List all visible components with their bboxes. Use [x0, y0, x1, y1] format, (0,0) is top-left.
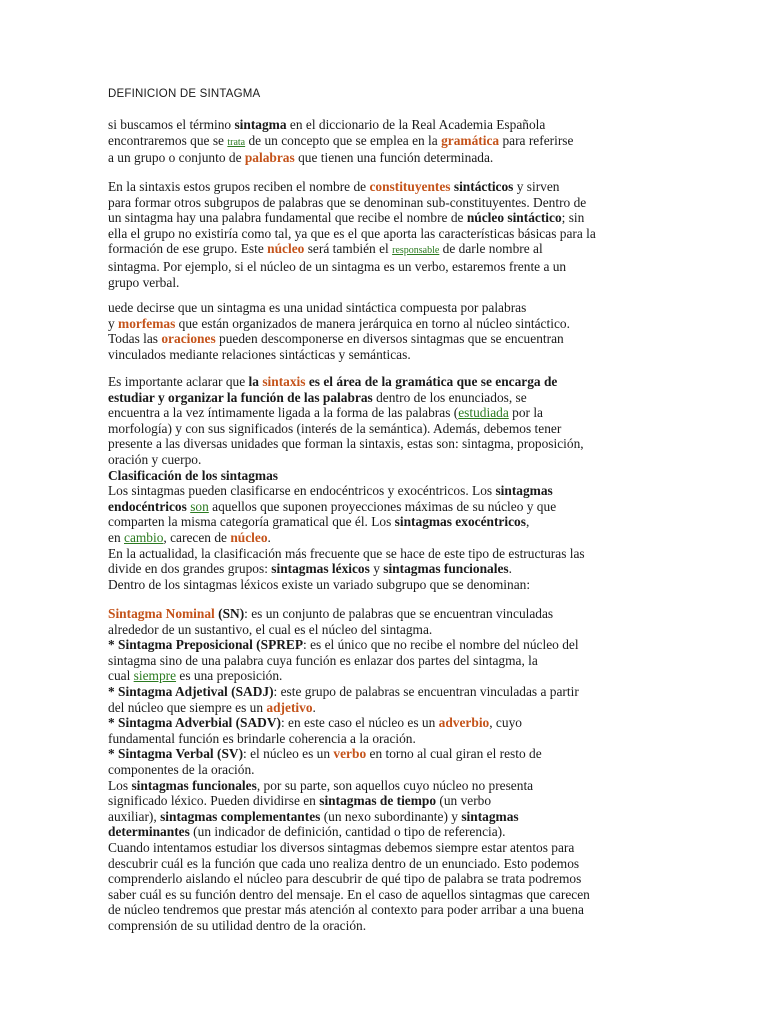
- paragraph-intro: [108, 117, 648, 166]
- link-responsable[interactable]: responsable: [392, 245, 440, 257]
- text-line: ella el grupo no existiría como tal, ya que es el que aporta las características básicas para la: [108, 225, 596, 241]
- link-cambio[interactable]: cambio: [124, 529, 164, 545]
- text-line: comprensión de su utilidad dentro de la oración.: [108, 917, 367, 933]
- text-line: descubrir cuál es la función que cada uno realiza dentro de un enunciado. Esto podemos: [108, 855, 580, 871]
- text-line: de núcleo tendremos que prestar más atención al contexto para poder arribar a una buena: [108, 902, 584, 918]
- text-line: divide en dos grandes grupos: sintagmas léxicos y sintagmas funcionales.: [108, 561, 512, 577]
- text-line: * Sintagma Adverbial (SADV): en este caso el núcleo es un adverbio, cuyo: [108, 715, 522, 731]
- text-line: presente a las diversas unidades que forman la sintaxis, estas son: sintagma, proposición,: [108, 436, 584, 452]
- text-line: componentes de la oración.: [108, 761, 255, 777]
- text-line: comprenderlo aislando el núcleo para descubrir de qué tipo de palabra se trata podremos: [108, 871, 582, 887]
- text-line: si buscamos el término sintagma en el diccionario de la Real Academia Española: [108, 117, 546, 132]
- paragraph-sintaxis: [108, 374, 648, 592]
- text-line: * Sintagma Adjetival (SADJ): este grupo de palabras se encuentran vinculadas a partir: [108, 683, 579, 699]
- text-line: significado léxico. Pueden dividirse en sintagmas de tiempo (un verbo: [108, 793, 492, 809]
- text-line: alrededor de un sustantivo, el cual es el núcleo del sintagma.: [108, 621, 433, 637]
- link-siempre[interactable]: siempre: [133, 668, 177, 684]
- text-line: En la sintaxis estos grupos reciben el nombre de constituyentes sintácticos y sirven: [108, 179, 560, 194]
- text-line: Cuando intentamos estudiar los diversos sintagmas debemos siempre estar atentos para: [108, 839, 575, 855]
- text-line: oración y cuerpo.: [108, 451, 202, 467]
- text-line: formación de ese grupo. Este núcleo será también el responsable de darle nombre al: [108, 241, 543, 257]
- text-line: para formar otros subgrupos de palabras que se denominan sub-constituyentes. Dentro de: [108, 194, 587, 210]
- link-estudiada[interactable]: estudiada: [458, 405, 509, 421]
- text-line: Los sintagmas funcionales, por su parte, son aquellos cuyo núcleo no presenta: [108, 777, 534, 793]
- text-line: auxiliar), sintagmas complementantes (un nexo subordinante) y sintagmas: [108, 808, 519, 824]
- text-line: fundamental función es brindarle coherencia a la oración.: [108, 730, 416, 746]
- paragraph-tipos: [108, 606, 648, 933]
- section-heading: Clasificación de los sintagmas: [108, 467, 278, 483]
- paragraph-unidad: [108, 300, 648, 362]
- text-line: endocéntricos son aquellos que suponen proyecciones máximas de su núcleo y que: [108, 498, 557, 514]
- text-line: en cambio, carecen de núcleo.: [108, 529, 271, 545]
- text-line: del núcleo que siempre es un adjetivo.: [108, 699, 316, 715]
- text-line: grupo verbal.: [108, 274, 180, 290]
- text-line: * Sintagma Preposicional (SPREP: es el único que no recibe el nombre del núcleo del: [108, 637, 579, 653]
- text-line: Los sintagmas pueden clasificarse en endocéntricos y exocéntricos. Los sintagmas: [108, 483, 553, 499]
- document-title: DEFINICION DE SINTAGMA: [108, 88, 261, 100]
- text-line: encuentra a la vez íntimamente ligada a la forma de las palabras (estudiada por la: [108, 405, 544, 421]
- link-son[interactable]: son: [190, 498, 209, 514]
- text-line: Dentro de los sintagmas léxicos existe un variado subgrupo que se denominan:: [108, 576, 531, 592]
- text-line: y morfemas que están organizados de manera jerárquica en torno al núcleo sintáctico.: [108, 315, 570, 331]
- text-line: encontraremos que se trata de un concepto que se emplea en la gramática para referirse: [108, 132, 574, 148]
- text-line: un sintagma hay una palabra fundamental que recibe el nombre de núcleo sintáctico; sin: [108, 210, 585, 226]
- text-line: determinantes (un indicador de definición, cantidad o tipo de referencia).: [108, 824, 506, 840]
- text-line: En la actualidad, la clasificación más frecuente que se hace de este tipo de estructuras las: [108, 545, 585, 561]
- paragraph-constituyentes: [108, 179, 648, 290]
- text-line: saber cuál es su función dentro del mensaje. En el caso de aquellos sintagmas que carecen: [108, 886, 590, 902]
- text-line: uede decirse que un sintagma es una unidad sintáctica compuesta por palabras: [108, 300, 527, 315]
- text-line: sintagma. Por ejemplo, si el núcleo de un sintagma es un verbo, estaremos frente a un: [108, 258, 567, 274]
- text-line: vinculados mediante relaciones sintácticas y semánticas.: [108, 346, 411, 362]
- text-line: comparten la misma categoría gramatical que él. Los sintagmas exocéntricos,: [108, 514, 530, 530]
- text-line: morfología) y con sus significados (interés de la semántica). Además, debemos tener: [108, 420, 562, 436]
- text-line: Todas las oraciones pueden descomponerse en diversos sintagmas que se encuentran: [108, 331, 564, 347]
- text-line: cual siempre es una preposición.: [108, 668, 283, 684]
- text-line: Sintagma Nominal (SN): es un conjunto de palabras que se encuentran vinculadas: [108, 606, 554, 621]
- text-line: estudiar y organizar la función de las palabras dentro de los enunciados, se: [108, 389, 527, 405]
- text-line: Es importante aclarar que la sintaxis es el área de la gramática que se encarga de: [108, 374, 558, 389]
- text-line: sintagma sino de una palabra cuya función es enlazar dos partes del sintagma, la: [108, 652, 538, 668]
- text-line: * Sintagma Verbal (SV): el núcleo es un verbo en torno al cual giran el resto de: [108, 746, 542, 762]
- link-trata[interactable]: trata: [227, 136, 246, 148]
- text-line: a un grupo o conjunto de palabras que tienen una función determinada.: [108, 150, 494, 166]
